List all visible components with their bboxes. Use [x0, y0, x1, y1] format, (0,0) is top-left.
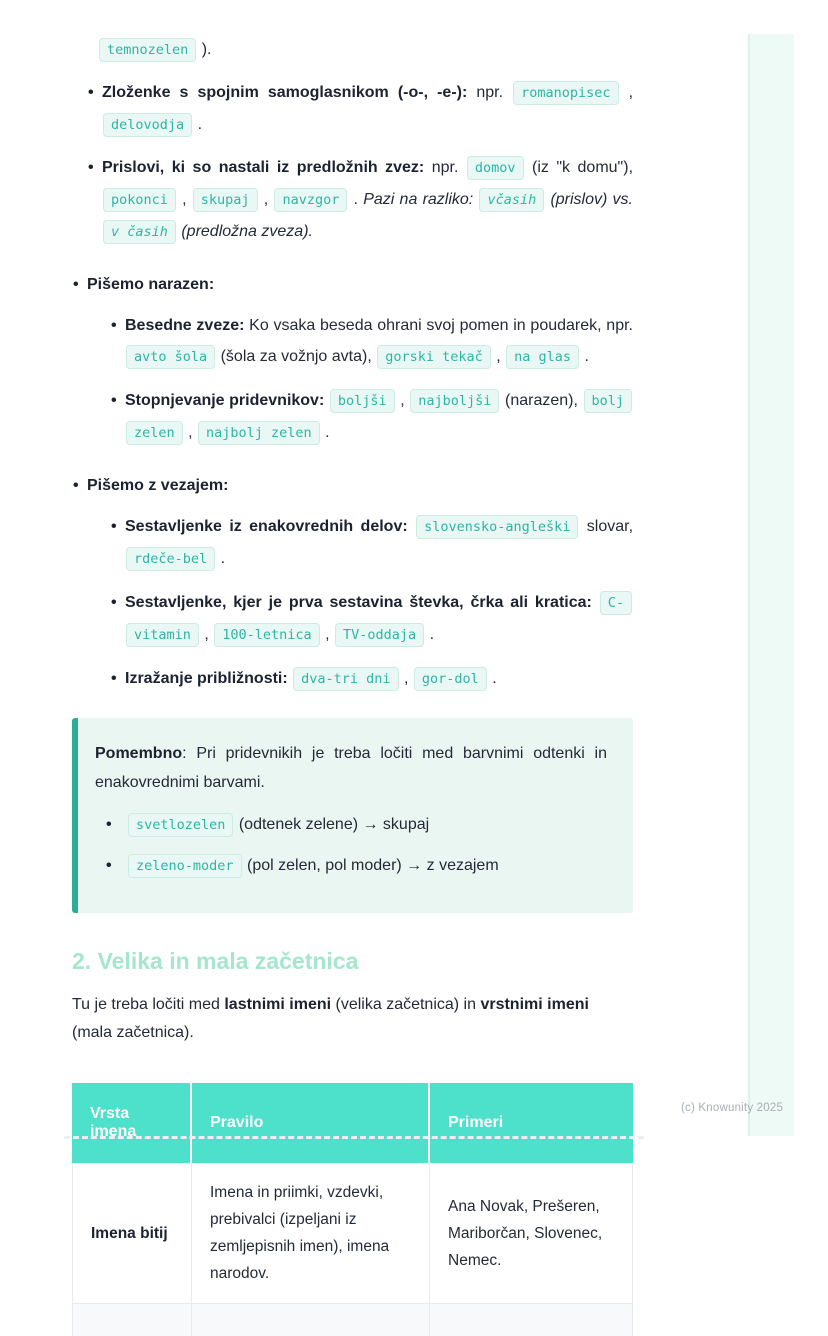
list-item: • zeleno-moder (pol zelen, pol moder) → z vezajem [95, 850, 607, 882]
list-item: • svetlozelen (odtenek zelene) → skupaj [95, 809, 607, 841]
code-chip: na glas [506, 345, 579, 369]
bold-text: Sestavljenke iz enakovrednih delov: [125, 518, 408, 535]
code-chip: pokonci [103, 188, 176, 212]
table-cell [430, 1304, 633, 1336]
code-chip: navzgor [274, 188, 347, 212]
code-chip: delovodja [103, 113, 192, 137]
code-chip: rdeče-bel [126, 547, 215, 571]
code-chip: svetlozelen [128, 813, 233, 837]
main-list [72, 269, 633, 695]
list-item: • Izražanje približnosti: dva-tri dni , gor-dol . [87, 663, 633, 695]
watermark: (c) Knowunity 2025 [681, 1102, 784, 1114]
table-cell [72, 1304, 192, 1336]
code-chip: najboljši [410, 389, 499, 413]
bold-text: vrstnimi imeni [480, 996, 589, 1013]
code-chip: slovensko-angleški [416, 515, 578, 539]
code-chip: dva-tri dni [293, 667, 398, 691]
table-header [72, 1083, 633, 1163]
table-header-cell: Vrsta imena [72, 1083, 192, 1163]
nested-list [87, 310, 633, 449]
list-item: • Sestavljenke, kjer je prva sestavina števka, črka ali kratica: C-vitamin , 100-letnica , TV-oddaja . [87, 587, 633, 651]
code-chip: romanopisec [513, 81, 618, 105]
document-content [72, 34, 633, 1336]
bold-text: Zloženke s spojnim samoglasnikom (-o-, -e-): [102, 84, 468, 101]
list-item: • Stopnjevanje pridevnikov: boljši , najboljši (narazen), bolj zelen , najbolj zelen . [87, 385, 633, 449]
bold-text: Izražanje približnosti: [125, 670, 288, 687]
bold-text: Sestavljenke, kjer je prva sestavina števka, črka ali kratica: [125, 594, 592, 611]
bold-text: Stopnjevanje pridevnikov: [125, 392, 325, 409]
code-chip: 100-letnica [214, 623, 319, 647]
code-chip: temnozelen [99, 38, 196, 62]
list-item: • Sestavljenke iz enakovrednih delov: slovensko-angleški slovar, rdeče-bel . [87, 511, 633, 575]
page-cut-edge [64, 1136, 644, 1139]
table-cell: Imena bitij [72, 1163, 192, 1304]
list-item: • Besedne zveze: Ko vsaka beseda ohrani svoj pomen in poudarek, npr. avto šola (šola za vožnjo avta), gorski tekač , na glas . [87, 310, 633, 373]
code-chip: boljši [330, 389, 395, 413]
list-item [72, 269, 633, 449]
code-chip: TV-oddaja [335, 623, 424, 647]
code-chip: bolj zelen [126, 389, 632, 445]
code-chip: C-vitamin [126, 591, 632, 647]
bold-text: Pišemo z vezajem: [87, 477, 229, 494]
table-header-cell: Pravilo [192, 1083, 430, 1163]
nested-list [87, 511, 633, 695]
table-cell [192, 1304, 430, 1336]
code-chip: v časih [103, 220, 176, 244]
code-chip: gorski tekač [377, 345, 491, 369]
list-item: • Zloženke s spojnim samoglasnikom (-o-, -e-): npr. romanopisec , delovodja . [72, 77, 633, 141]
code-chip: gor-dol [414, 667, 487, 691]
italic-text: Pazi na razliko: [363, 191, 479, 208]
list-item [72, 470, 633, 695]
list-item: temnozelen ). [72, 34, 633, 66]
bold-text: Besedne zveze: [125, 317, 245, 334]
rules-table [72, 1083, 633, 1336]
table-header-row [72, 1083, 633, 1163]
bold-text: Prislovi, ki so nastali iz predložnih zvez: [102, 159, 425, 176]
bold-text: lastnimi imeni [224, 996, 332, 1013]
code-chip: najbolj zelen [198, 421, 320, 445]
bold-text: Pomembno [95, 745, 183, 762]
italic-text: (prislov) vs. [545, 191, 633, 208]
bold-text: Pišemo narazen: [87, 276, 215, 293]
italic-text: (predložna zveza). [176, 223, 313, 240]
code-chip: zeleno-moder [128, 854, 242, 878]
page-edge-strip [748, 34, 794, 1136]
callout-paragraph: Pomembno: Pri pridevnikih je treba ločiti med barvnimi odtenki in enakovrednimi barvami. [95, 745, 607, 791]
table-row [72, 1304, 633, 1336]
table-header-cell: Primeri [430, 1083, 633, 1163]
code-chip: včasih [479, 188, 544, 212]
code-chip: skupaj [193, 188, 258, 212]
table-cell: Ana Novak, Prešeren, Mariborčan, Slovenec, Nemec. [430, 1163, 633, 1304]
code-chip: domov [467, 156, 524, 180]
code-chip: avto šola [126, 345, 215, 369]
table-cell: Imena in priimki, vzdevki, prebivalci (izpeljani iz zemljepisnih imen), imena narodov. [192, 1163, 430, 1304]
section-intro-paragraph: Tu je treba ločiti med lastnimi imeni (velika začetnica) in vrstnimi imeni (mala začetnica). [72, 996, 589, 1041]
list-item: • Prislovi, ki so nastali iz predložnih zvez: npr. domov (iz "k domu"), pokonci , skupaj , navzgor . Pazi na razliko: včasih (prislov) vs. v časih (predložna zveza). [72, 152, 633, 248]
section-heading: 2. Velika in mala začetnica [72, 948, 359, 974]
intro-list [72, 34, 633, 248]
callout-list [95, 809, 607, 882]
table-body [72, 1163, 633, 1336]
callout-box [72, 718, 633, 913]
table-row [72, 1163, 633, 1304]
